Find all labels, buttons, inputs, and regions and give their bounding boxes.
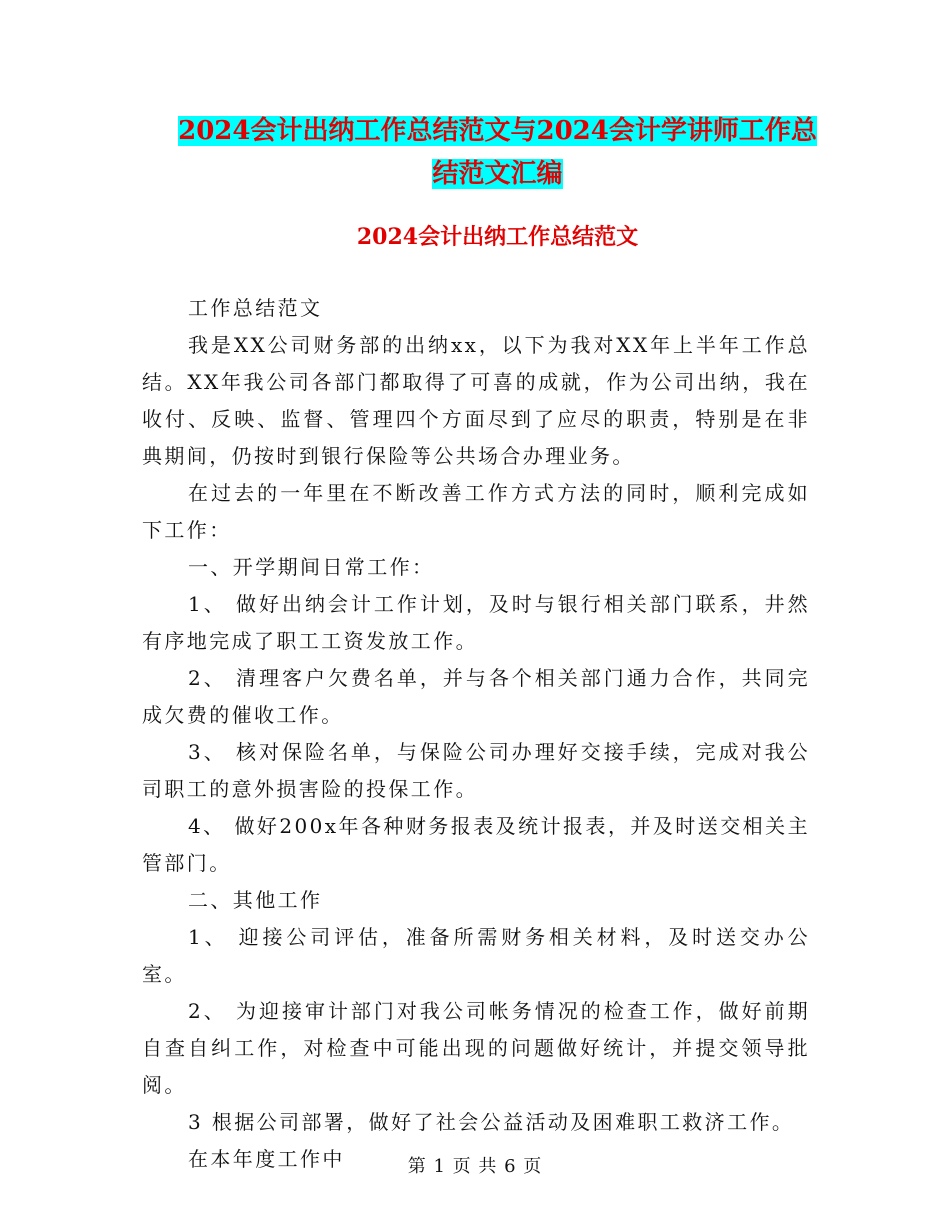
paragraph-intro: 我是XX公司财务部的出纳xx，以下为我对XX年上半年工作总结。XX年我公司各部门都取得了可喜的成就，作为公司出纳，我在收付、反映、监督、管理四个方面尽到了应尽的职责，特别是在非典期间，仍按时到银行保险等公共场合办理业务。 [142,333,810,468]
paragraph-item-2: 2、 清理客户欠费名单，并与各个相关部门通力合作，共同完成欠费的催收工作。 [142,666,810,727]
paragraph-item-1: 1、 做好出纳会计工作计划，及时与银行相关部门联系，井然有序地完成了职工工资发放工作。 [142,592,810,653]
document-title-line1: 2024会计出纳工作总结范文与2024会计学讲师工作总 [178,116,817,146]
document-title-line2: 结范文汇编 [432,159,563,189]
document-body [142,290,810,1178]
paragraph-heading: 工作总结范文 [188,296,323,320]
paragraph-closing: 在本年度工作中 [188,1147,345,1171]
document-title [140,110,855,196]
paragraph-section-one: 一、开学期间日常工作： [188,555,435,579]
paragraph-item-3: 3、 核对保险名单，与保险公司办理好交接手续，完成对我公司职工的意外损害险的投保工作。 [142,740,810,801]
paragraph-item-4: 4、 做好200x年各种财务报表及统计报表，并及时送交相关主管部门。 [142,814,810,875]
section-title: 2024会计出纳工作总结范文 [356,224,639,250]
paragraph-other-1: 1、 迎接公司评估，准备所需财务相关材料，及时送交办公室。 [142,925,810,986]
page-footer: 第 1 页 共 6 页 [407,1156,543,1177]
paragraph-summary: 在过去的一年里在不断改善工作方式方法的同时，顺利完成如下工作： [142,481,810,542]
paragraph-section-two: 二、其他工作 [188,888,323,912]
paragraph-other-3: 3 根据公司部署，做好了社会公益活动及困难职工救济工作。 [188,1110,795,1134]
paragraph-other-2: 2、 为迎接审计部门对我公司帐务情况的检查工作，做好前期自查自纠工作，对检查中可能出现的问题做好统计，并提交领导批阅。 [142,999,810,1097]
